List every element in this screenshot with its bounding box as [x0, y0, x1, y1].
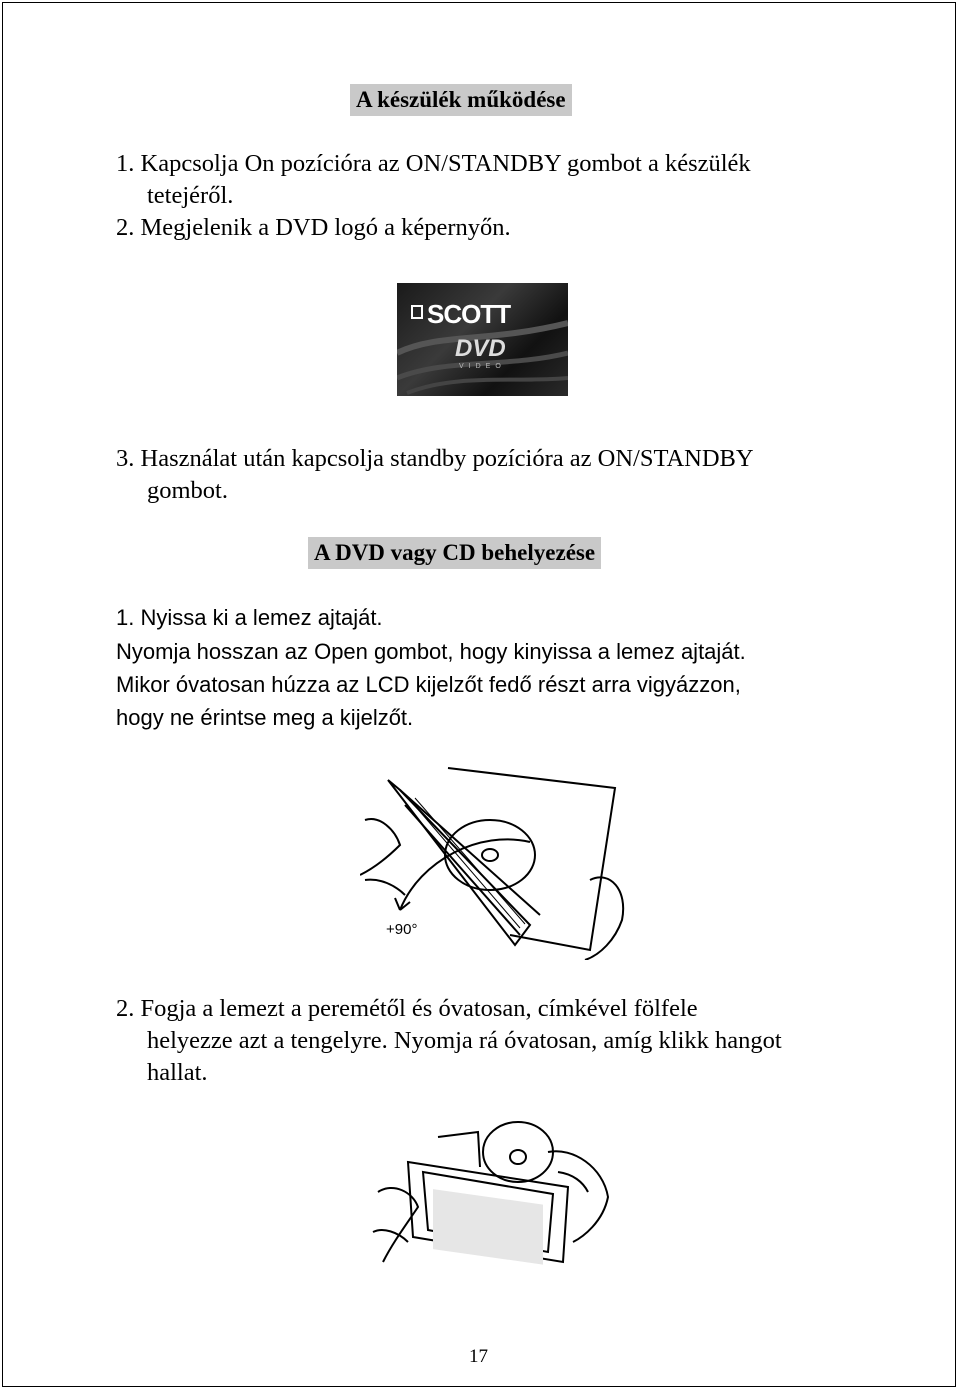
place-disc-illustration — [368, 1112, 618, 1292]
insert-line-3: Mikor óvatosan húzza az LCD kijelzőt fedő részt arra vigyázzon, — [116, 672, 741, 697]
insert-line-1: 1. Nyissa ki a lemez ajtaját. — [116, 605, 383, 630]
section-heading-operation: A készülék működése — [350, 84, 572, 116]
insert-step-2-line-3: hallat. — [147, 1059, 208, 1086]
logo-video-text: VIDEO — [459, 363, 506, 370]
insert-line-2: Nyomja hosszan az Open gombot, hogy kinyissa a lemez ajtaját. — [116, 639, 746, 664]
insert-line-4: hogy ne érintse meg a kijelzőt. — [116, 705, 414, 730]
logo-brand-text: SCOTT — [427, 299, 511, 329]
page-number: 17 — [469, 1346, 488, 1367]
figure-angle-label: +90° — [386, 921, 418, 938]
logo-dvd-text: DVD — [455, 335, 506, 362]
step-1-line-2: tetejéről. — [147, 182, 234, 209]
step-3-line-1: 3. Használat után kapcsolja standby pozícióra az ON/STANDBY — [116, 445, 754, 472]
insert-step-2-line-1: 2. Fogja a lemezt a peremétől és óvatosan, címkével fölfele — [116, 995, 698, 1022]
step-2: 2. Megjelenik a DVD logó a képernyőn. — [116, 214, 511, 241]
section-heading-disc-insert: A DVD vagy CD behelyezése — [308, 537, 601, 569]
scott-logo-mark-icon — [411, 305, 423, 319]
scott-dvd-logo-image — [397, 283, 568, 396]
step-1-line-1: 1. Kapcsolja On pozícióra az ON/STANDBY gombot a készülék — [116, 150, 751, 177]
insert-step-2-line-2: helyezze azt a tengelyre. Nyomja rá óvatosan, amíg klikk hangot — [147, 1027, 782, 1054]
step-3-line-2: gombot. — [147, 477, 228, 504]
